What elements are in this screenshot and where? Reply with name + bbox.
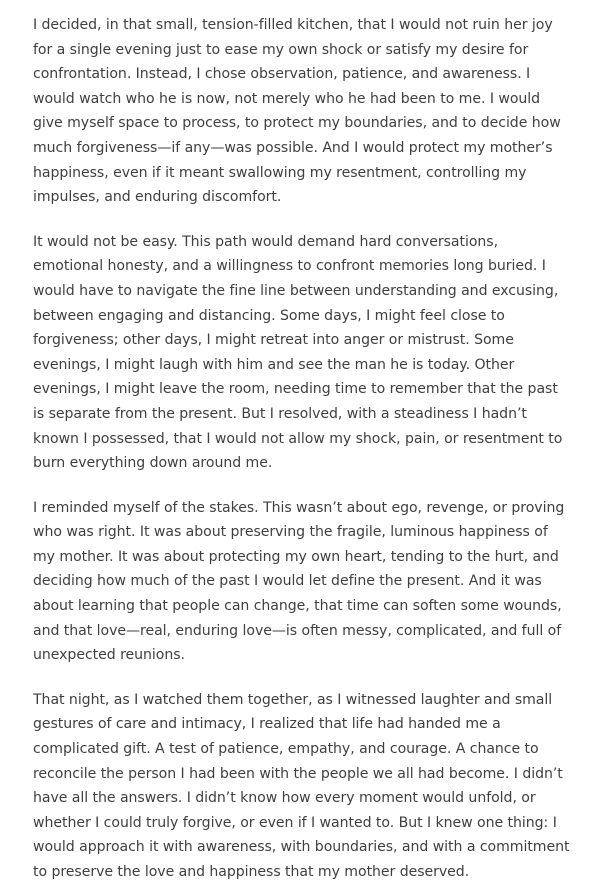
- paragraph-3: I reminded myself of the stakes. This wasn’t about ego, revenge, or proving who was right. It was about preserving the fragile, luminous happiness of my mother. It was about protecting my own heart, tending to the hurt, and deciding how much of the past I would let define the present. And it was about learning that people can change, that time can soften some wounds, and that love—real, enduring love—is often messy, complicated, and full of unexpected reunions.: [33, 499, 565, 664]
- paragraph-2: It would not be easy. This path would demand hard conversations, emotional honesty, and a willingness to confront memories long buried. I would have to navigate the fine line between understanding and excusing, between engaging and distancing. Some days, I might feel close to forgiveness; other days, I might retreat into anger or mistrust. Some evenings, I might laugh with him and see the man he is today. Other evenings, I might leave the room, needing time to remember that the past is separate from the present. But I resolved, with a steadiness I hadn’t known I possessed, that I would not allow my shock, pain, or resentment to burn everything down around me.: [33, 233, 563, 472]
- paragraph-1: I decided, in that small, tension-filled kitchen, that I would not ruin her joy for a single evening just to ease my own shock or satisfy my desire for confrontation. Instead, I chose observation, patience, and awareness. I would watch who he is now, not merely who he had been to me. I would give myself space to process, to protect my boundaries, and to decide how much forgiveness—if any—was possible. And I would protect my mother’s happiness, even if it meant swallowing my resentment, controlling my impulses, and enduring discomfort.: [33, 17, 561, 206]
- paragraph-4: That night, as I watched them together, as I witnessed laughter and small gestures of care and intimacy, I realized that life had handed me a complicated gift. A test of patience, empathy, and courage. A chance to reconcile the person I had been with the people we all had become. I didn’t have all the answers. I didn’t know how every moment would unfold, or whether I could truly forgive, or even if I wanted to. But I knew one thing: I would approach it with awareness, with boundaries, and with a commitment to preserve the love and happiness that my mother deserved.: [33, 691, 570, 880]
